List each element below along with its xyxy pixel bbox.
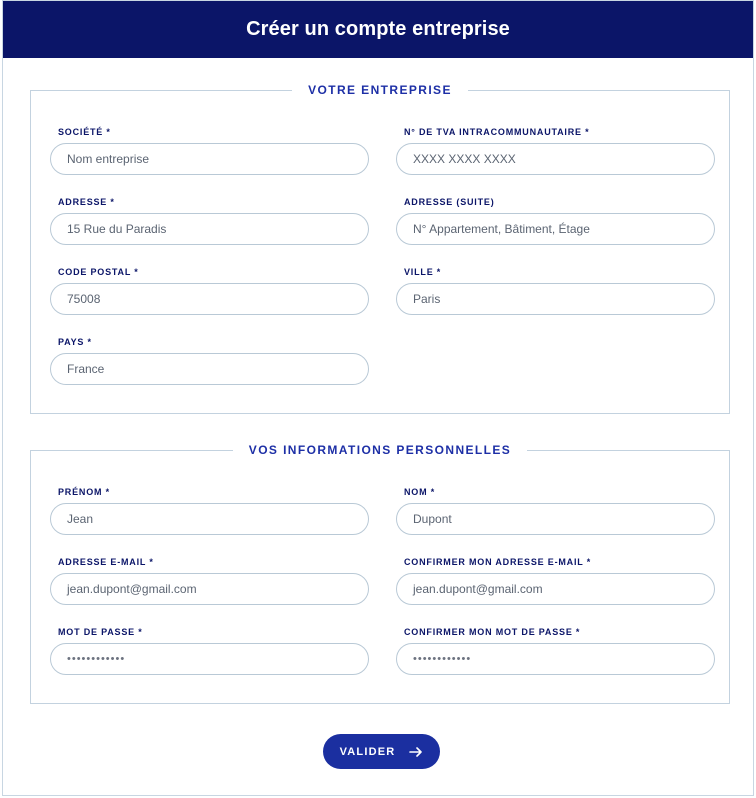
nom-input[interactable]: Dupont	[396, 503, 715, 535]
password-field	[50, 626, 369, 675]
ville-label: VILLE *	[404, 267, 442, 277]
code-postal-field	[50, 266, 369, 315]
password-label: MOT DE PASSE *	[58, 627, 143, 637]
nom-label: NOM *	[404, 487, 435, 497]
prenom-field	[50, 486, 369, 535]
adresse-label: ADRESSE *	[58, 197, 115, 207]
submit-button-label: VALIDER	[339, 745, 396, 758]
societe-input[interactable]: Nom entreprise	[50, 143, 369, 175]
code-postal-input[interactable]: 75008	[50, 283, 369, 315]
email-confirm-label: CONFIRMER MON ADRESSE E-MAIL *	[404, 557, 592, 567]
password-confirm-label: CONFIRMER MON MOT DE PASSE *	[404, 627, 581, 637]
password-confirm-input[interactable]: ••••••••••••	[396, 643, 715, 675]
pays-field	[50, 336, 369, 385]
ville-input[interactable]: Paris	[396, 283, 715, 315]
company-section-legend: VOTRE ENTREPRISE	[292, 82, 468, 99]
societe-label: SOCIÉTÉ *	[58, 127, 111, 137]
pays-input[interactable]: France	[50, 353, 369, 385]
form-container	[2, 0, 754, 796]
code-postal-label: CODE POSTAL *	[58, 267, 139, 277]
email-field	[50, 556, 369, 605]
personal-section	[30, 443, 730, 704]
arrow-right-icon	[409, 747, 423, 757]
adresse-field	[50, 196, 369, 245]
company-section	[30, 83, 730, 414]
adresse-suite-label: ADRESSE (SUITE)	[404, 197, 495, 207]
adresse-suite-field	[396, 196, 715, 245]
adresse-suite-input[interactable]: N° Appartement, Bâtiment, Étage	[396, 213, 715, 245]
tva-label: N° DE TVA INTRACOMMUNAUTAIRE *	[404, 127, 590, 137]
adresse-input[interactable]: 15 Rue du Paradis	[50, 213, 369, 245]
tva-input[interactable]: XXXX XXXX XXXX	[396, 143, 715, 175]
password-confirm-field	[396, 626, 715, 675]
password-input[interactable]: ••••••••••••	[50, 643, 369, 675]
nom-field	[396, 486, 715, 535]
email-label: ADRESSE E-MAIL *	[58, 557, 154, 567]
tva-field	[396, 126, 715, 175]
email-confirm-input[interactable]: jean.dupont@gmail.com	[396, 573, 715, 605]
prenom-label: PRÉNOM *	[58, 487, 110, 497]
email-input[interactable]: jean.dupont@gmail.com	[50, 573, 369, 605]
email-confirm-field	[396, 556, 715, 605]
submit-button[interactable]	[323, 734, 440, 769]
societe-field	[50, 126, 369, 175]
personal-section-legend: VOS INFORMATIONS PERSONNELLES	[233, 442, 527, 459]
prenom-input[interactable]: Jean	[50, 503, 369, 535]
ville-field	[396, 266, 715, 315]
page-title: Créer un compte entreprise	[3, 1, 753, 58]
pays-label: PAYS *	[58, 337, 92, 347]
